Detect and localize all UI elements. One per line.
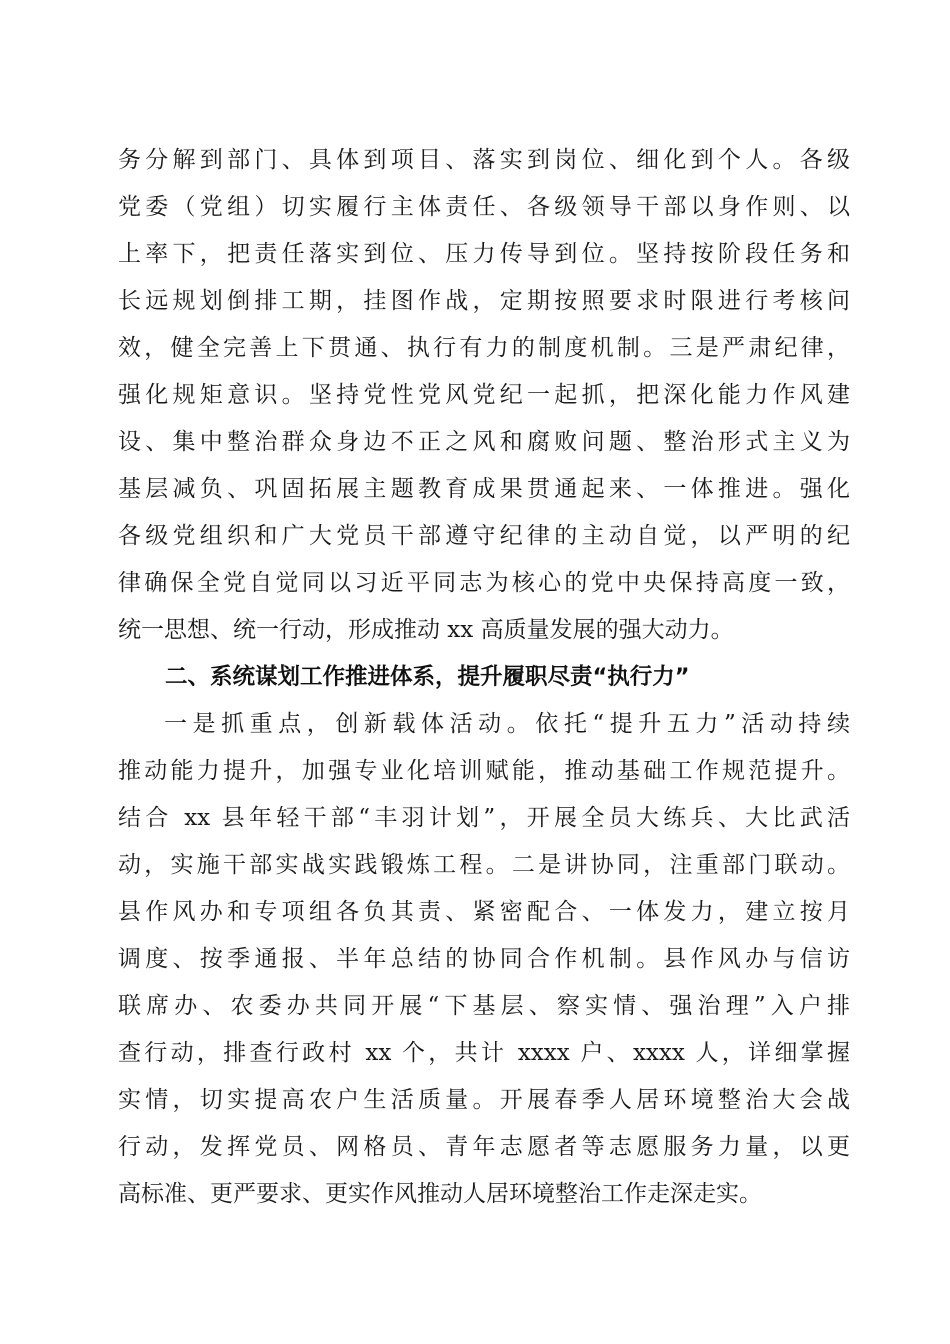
text-line: 联席办、农委办共同开展“下基层、察实情、强治理”入户排 [118, 993, 850, 1019]
text-line: 县作风办和专项组各负其责、紧密配合、一体发力，建立按月 [118, 899, 850, 925]
text-line: 动，实施干部实战实践锻炼工程。二是讲协同，注重部门联动。 [118, 852, 850, 878]
text-line: 效，健全完善上下贯通、执行有力的制度机制。三是严肃纪律， [118, 335, 850, 361]
text-line: 党委（党组）切实履行主体责任、各级领导干部以身作则、以 [118, 194, 850, 220]
text-line: 调度、按季通报、半年总结的协同合作机制。县作风办与信访 [118, 946, 850, 972]
text-line: 务分解到部门、具体到项目、落实到岗位、细化到个人。各级 [118, 147, 850, 173]
text-line: 查行动，排查行政村 xx 个，共计 xxxx 户、xxxx 人，详细掌握 [118, 1040, 850, 1066]
text-line: 推动能力提升，加强专业化培训赋能，推动基础工作规范提升。 [118, 758, 850, 784]
text-line: 强化规矩意识。坚持党性党风党纪一起抓，把深化能力作风建 [118, 382, 850, 408]
text-line: 各级党组织和广大党员干部遵守纪律的主动自觉，以严明的纪 [118, 523, 850, 549]
text-line: 统一思想、统一行动，形成推动 xx 高质量发展的强大动力。 [118, 617, 734, 643]
text-line: 一是抓重点，创新载体活动。依托“提升五力”活动持续 [164, 711, 850, 737]
text-line: 高标准、更严要求、更实作风推动人居环境整治工作走深走实。 [118, 1181, 762, 1207]
text-line: 基层减负、巩固拓展主题教育成果贯通起来、一体推进。强化 [118, 476, 850, 502]
text-line: 行动，发挥党员、网格员、青年志愿者等志愿服务力量，以更 [118, 1134, 850, 1160]
text-line: 设、集中整治群众身边不正之风和腐败问题、整治形式主义为 [118, 429, 850, 455]
text-line: 上率下，把责任落实到位、压力传导到位。坚持按阶段任务和 [118, 241, 850, 267]
text-line: 结合 xx 县年轻干部“丰羽计划”，开展全员大练兵、大比武活 [118, 805, 850, 831]
text-line: 律确保全党自觉同以习近平同志为核心的党中央保持高度一致， [118, 570, 850, 596]
text-line: 实情，切实提高农户生活质量。开展春季人居环境整治大会战 [118, 1087, 850, 1113]
text-line: 长远规划倒排工期，挂图作战，定期按照要求时限进行考核问 [118, 288, 850, 314]
section-heading: 二、系统谋划工作推进体系，提升履职尽责“执行力” [165, 664, 690, 690]
